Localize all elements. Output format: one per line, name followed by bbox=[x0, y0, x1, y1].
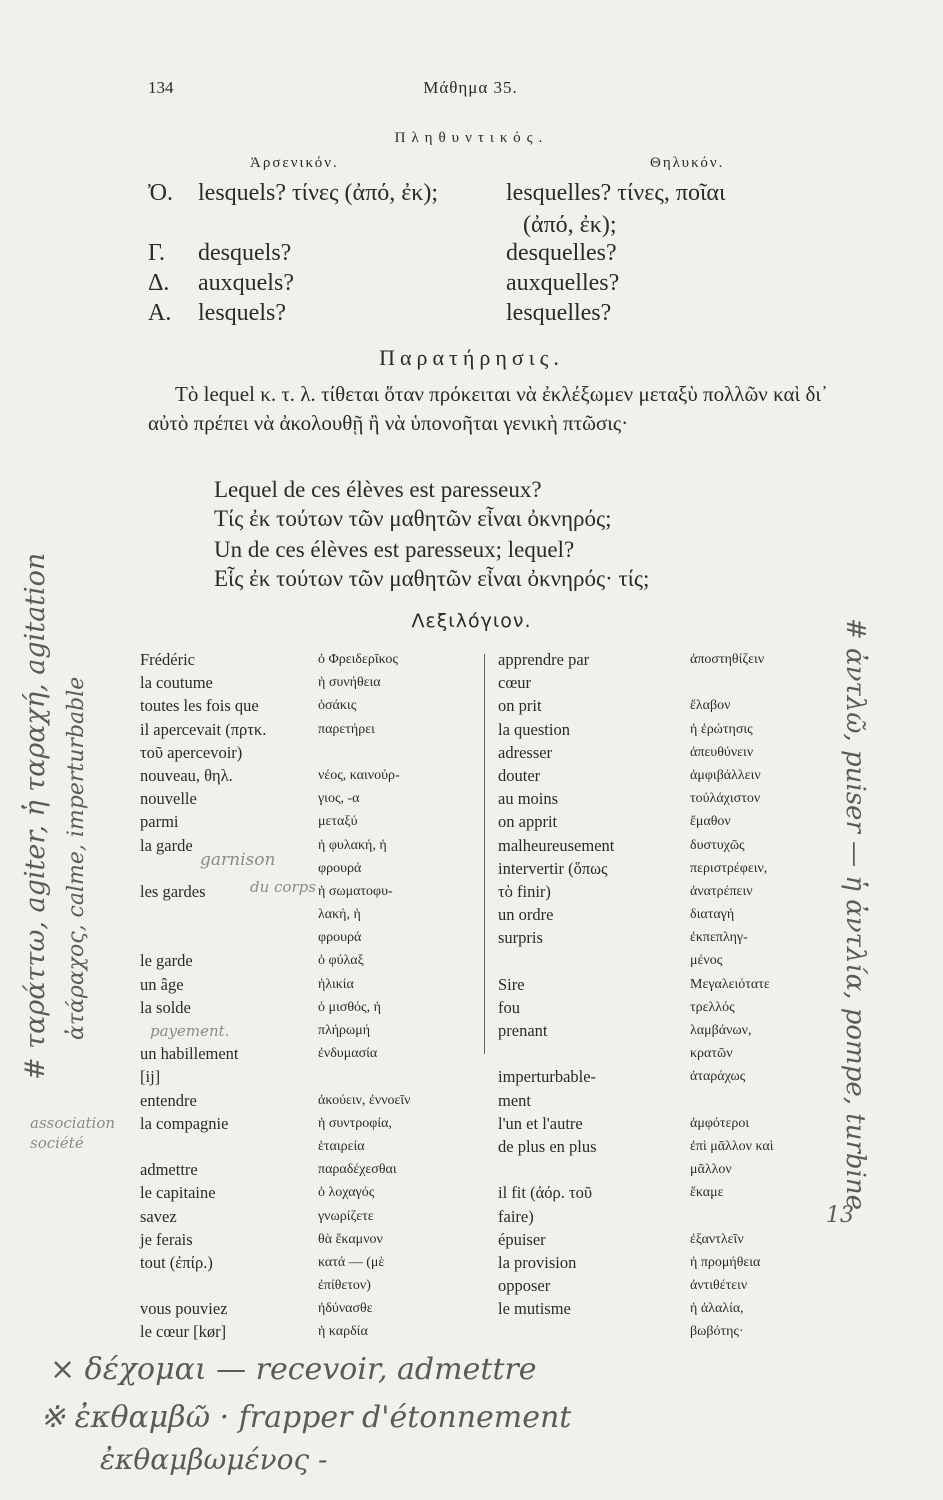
vocabulary-entry: ἐπὶ μᾶλλον καὶ bbox=[690, 1138, 774, 1154]
vocabulary-entry: la solde bbox=[140, 997, 191, 1017]
vocabulary-entry: ἔλαβον bbox=[690, 698, 731, 714]
page-number: 134 bbox=[148, 78, 174, 97]
vocabulary-entry: apprendre par bbox=[498, 650, 590, 669]
vocabulary-entry: μεταξύ bbox=[318, 814, 358, 830]
vocabulary-entry: parmi bbox=[140, 812, 179, 832]
vocabulary-entry: cœur bbox=[498, 673, 531, 693]
vocabulary-entry bbox=[140, 926, 266, 949]
vocabulary-entry: la garde bbox=[140, 835, 193, 855]
vocabulary-entry: nouveau, θηλ. bbox=[140, 765, 233, 785]
masculine-label: Ἀρσενικόν. bbox=[250, 155, 339, 171]
vocabulary-entry: épuiser bbox=[498, 1229, 546, 1249]
vocabulary-entry: ἡ καρδία bbox=[318, 1324, 368, 1340]
vocabulary-entry: ἀπευθύνειν bbox=[690, 744, 754, 760]
vocabulary-entry: savez bbox=[140, 1206, 177, 1226]
vocabulary-entry: le garde bbox=[140, 951, 193, 971]
vocabulary-entry: on apprit bbox=[498, 812, 558, 832]
vocabulary-entry: tout (ἐπίρ.) bbox=[140, 1252, 213, 1272]
vocabulary-entry: ἡ προμήθεια bbox=[690, 1254, 761, 1270]
example-sentence: Lequel de ces élèves est paresseux? bbox=[214, 477, 542, 502]
vocabulary-entry: τρελλός bbox=[690, 999, 735, 1015]
vocabulary-entry: θὰ ἔκαμνον bbox=[318, 1231, 383, 1247]
vocabulary-entry: on prit bbox=[498, 696, 542, 716]
example-sentence: Εἷς ἐκ τούτων τῶν μαθητῶν εἶναι ὀκνηρός· τίς; bbox=[214, 566, 650, 591]
vocabulary-entry: ἡλικία bbox=[318, 976, 354, 992]
feminine-form: desquelles? bbox=[506, 240, 617, 266]
masculine-form: lesquels? τίνες (ἀπό, ἐκ); bbox=[198, 180, 439, 206]
vocabulary-entry: adresser bbox=[498, 742, 553, 762]
vocabulary-entry: un habillement bbox=[140, 1044, 239, 1064]
case-label: Ὀ. bbox=[148, 180, 173, 206]
vocabulary-entry: ἡ φυλακή, ἡ bbox=[318, 837, 387, 853]
vocabulary-entry: douter bbox=[498, 765, 541, 785]
handwritten-bottom-note: ἐκθαμβωμένος - bbox=[100, 1443, 328, 1476]
feminine-form-continuation: (ἀπό, ἐκ); bbox=[523, 212, 617, 238]
vocabulary-entry: l'un et l'autre bbox=[498, 1113, 583, 1133]
vocabulary-entry: surpris bbox=[498, 928, 543, 948]
feminine-label: Θηλυκόν. bbox=[650, 155, 725, 171]
handwritten-note: 13 bbox=[826, 1203, 854, 1228]
vocabulary-entry bbox=[140, 1135, 266, 1158]
vocabulary-entry: διαταγή bbox=[690, 907, 735, 923]
vocabulary-entry: ἡ σωματοφυ- bbox=[318, 883, 393, 899]
vocabulary-entry: παραδέχεσθαι bbox=[318, 1162, 397, 1178]
vocabulary-entry: Frédéric bbox=[140, 650, 195, 669]
vocabulary-entry: φρουρά bbox=[318, 860, 362, 876]
vocabulary-entry: μένος bbox=[690, 953, 723, 969]
vocabulary-column-greek-left bbox=[318, 648, 411, 1344]
vocabulary-entry: ἐπίθετον) bbox=[318, 1278, 371, 1294]
handwritten-note: garnison bbox=[200, 850, 276, 870]
vocabulary-entry bbox=[140, 903, 266, 926]
vocabulary-entry: le capitaine bbox=[140, 1183, 216, 1203]
vocabulary-entry: ἀταράχως bbox=[690, 1069, 746, 1085]
vocabulary-entry: vous pouviez bbox=[140, 1299, 228, 1319]
masculine-form: lesquels? bbox=[198, 300, 286, 326]
vocabulary-entry bbox=[140, 1274, 266, 1297]
example-sentence: Τίς ἐκ τούτων τῶν μαθητῶν εἶναι ὀκνηρός; bbox=[214, 506, 612, 531]
vocabulary-column-french-left bbox=[140, 648, 266, 1344]
handwritten-margin-note: # ἀντλῶ, puiser — ἡ ἀντλία, pompe, turbine bbox=[840, 618, 870, 1210]
vocabulary-entry bbox=[498, 1320, 614, 1343]
vocabulary-entry: la compagnie bbox=[140, 1113, 229, 1133]
vocabulary-entry bbox=[318, 741, 411, 764]
lesson-title: Μάθημα 35. bbox=[423, 78, 518, 97]
vocabulary-entry: entendre bbox=[140, 1090, 197, 1110]
vocabulary-entry: φρουρά bbox=[318, 930, 362, 946]
vocabulary-entry bbox=[318, 1065, 411, 1088]
vocabulary-entry: un ordre bbox=[498, 905, 554, 925]
vocabulary-entry bbox=[498, 1042, 614, 1065]
vocabulary-heading: Λεξιλόγιον. bbox=[411, 610, 532, 632]
vocabulary-entry: opposer bbox=[498, 1276, 551, 1296]
vocabulary-entry: faire) bbox=[498, 1206, 534, 1226]
vocabulary-entry: ment bbox=[498, 1090, 531, 1110]
vocabulary-entry: δυστυχῶς bbox=[690, 837, 745, 853]
vocabulary-entry: ἐκπεπληγ- bbox=[690, 930, 748, 946]
vocabulary-entry: les gardes bbox=[140, 881, 206, 901]
vocabulary-entry: ὁ λοχαγός bbox=[318, 1185, 375, 1201]
vocabulary-entry: toutes les fois que bbox=[140, 696, 259, 716]
column-divider bbox=[484, 654, 485, 1054]
vocabulary-entry: τοῦ apercevoir) bbox=[140, 742, 243, 762]
vocabulary-entry: τοὐλάχιστον bbox=[690, 791, 761, 807]
vocabulary-column-greek-right bbox=[690, 648, 774, 1344]
vocabulary-entry: ἀμφότεροι bbox=[690, 1115, 750, 1131]
handwritten-bottom-note: ※ ἐκθαμβῶ · frapper d'étonnement bbox=[40, 1400, 572, 1435]
vocabulary-entry: ἀκούειν, ἐννοεῖν bbox=[318, 1092, 411, 1108]
vocabulary-entry: ὁσάκις bbox=[318, 698, 357, 714]
vocabulary-entry: ὁ φύλαξ bbox=[318, 953, 364, 969]
vocabulary-entry bbox=[498, 1158, 614, 1181]
case-label: Δ. bbox=[148, 270, 170, 296]
vocabulary-entry: ἔκαμε bbox=[690, 1185, 724, 1201]
vocabulary-entry: πλήρωμή bbox=[318, 1023, 371, 1038]
vocabulary-entry: νέος, καινούρ- bbox=[318, 767, 400, 783]
vocabulary-entry: ἡ συντροφία, bbox=[318, 1115, 392, 1131]
remark-text: Τὸ lequel κ. τ. λ. τίθεται ὅταν πρόκειται νὰ ἐκλέξωμεν μεταξὺ πολλῶν καὶ δι᾽ αὐτὸ πρέπει νὰ ἀκολουθῇ ἢ νὰ ὑπονοῆται γενικὴ πτῶσις· bbox=[148, 382, 828, 435]
handwritten-note: payement. bbox=[150, 1022, 230, 1040]
vocabulary-entry: la question bbox=[498, 719, 570, 739]
example-sentence: Un de ces élèves est paresseux; lequel? bbox=[214, 537, 575, 562]
vocabulary-entry: γιος, -α bbox=[318, 791, 360, 807]
vocabulary-entry: ἡ ἐρώτησις bbox=[690, 721, 753, 737]
vocabulary-entry: λακή, ἡ bbox=[318, 907, 361, 923]
handwritten-margin-note: # ταράττω, agiter, ἡ ταραχή, agitation bbox=[20, 552, 51, 1080]
vocabulary-entry: ἀμφιβάλλειν bbox=[690, 767, 761, 783]
vocabulary-entry: κατά — (μὲ bbox=[318, 1254, 385, 1270]
vocabulary-entry: ἀποστηθίζειν bbox=[690, 652, 765, 667]
vocabulary-entry: [ij] bbox=[140, 1067, 161, 1087]
vocabulary-entry: je ferais bbox=[140, 1229, 193, 1249]
vocabulary-entry: ἀνατρέπειν bbox=[690, 883, 753, 899]
feminine-form: auxquelles? bbox=[506, 270, 620, 296]
vocabulary-entry: βωβότης· bbox=[690, 1324, 744, 1340]
vocabulary-entry: la provision bbox=[498, 1252, 577, 1272]
page-header bbox=[148, 78, 793, 102]
feminine-form: lesquelles? bbox=[506, 300, 612, 326]
vocabulary-entry: ἀντιθέτειν bbox=[690, 1278, 748, 1294]
vocabulary-entry: fou bbox=[498, 997, 520, 1017]
vocabulary-entry: Μεγαλειότατε bbox=[690, 976, 770, 992]
handwritten-note: du corps bbox=[250, 878, 316, 896]
vocabulary-entry: un âge bbox=[140, 974, 184, 994]
vocabulary-entry bbox=[498, 949, 614, 972]
vocabulary-entry: κρατῶν bbox=[690, 1046, 733, 1062]
vocabulary-entry: malheureusement bbox=[498, 835, 615, 855]
masculine-form: auxquels? bbox=[198, 270, 294, 296]
vocabulary-entry: de plus en plus bbox=[498, 1136, 597, 1156]
vocabulary-entry: intervertir (ὅπως bbox=[498, 858, 608, 878]
vocabulary-entry: la coutume bbox=[140, 673, 213, 693]
handwritten-margin-note: ἀτάραχος, calme, imperturbable bbox=[64, 676, 89, 1040]
plural-heading: Πληθυντικός. bbox=[394, 130, 549, 146]
vocabulary-entry: prenant bbox=[498, 1021, 548, 1040]
vocabulary-entry: ἡ ἀλαλία, bbox=[690, 1301, 744, 1317]
vocabulary-entry: il fit (ἀόρ. τοῦ bbox=[498, 1183, 593, 1203]
vocabulary-entry: le mutisme bbox=[498, 1299, 571, 1319]
vocabulary-entry: ἔμαθον bbox=[690, 814, 731, 830]
vocabulary-entry: admettre bbox=[140, 1160, 198, 1180]
vocabulary-entry: nouvelle bbox=[140, 789, 197, 809]
vocabulary-entry: le cœur [kør] bbox=[140, 1322, 227, 1342]
vocabulary-entry: ἠδύνασθε bbox=[318, 1301, 373, 1317]
remark-heading: Παρατήρησις. bbox=[379, 345, 564, 370]
handwritten-note: association bbox=[30, 1114, 116, 1132]
vocabulary-entry: il apercevait (πρτκ. bbox=[140, 719, 267, 739]
vocabulary-entry: au moins bbox=[498, 789, 559, 809]
vocabulary-entry: Sire bbox=[498, 974, 525, 994]
masculine-form: desquels? bbox=[198, 240, 292, 266]
handwritten-note: société bbox=[30, 1134, 84, 1152]
vocabulary-entry: περιστρέφειν, bbox=[690, 860, 768, 876]
vocabulary-entry: λαμβάνων, bbox=[690, 1023, 752, 1038]
case-label: Γ. bbox=[148, 240, 165, 266]
vocabulary-entry: παρετήρει bbox=[318, 721, 375, 737]
vocabulary-entry: ὁ Φρειδερῖκος bbox=[318, 652, 398, 667]
vocabulary-entry: ἑταιρεία bbox=[318, 1138, 365, 1154]
vocabulary-entry: γνωρίζετε bbox=[318, 1208, 374, 1224]
vocabulary-entry: imperturbable- bbox=[498, 1067, 597, 1087]
vocabulary-entry: ἡ συνήθεια bbox=[318, 675, 381, 691]
vocabulary-entry: ἐξαντλεῖν bbox=[690, 1231, 744, 1247]
vocabulary-entry bbox=[690, 1205, 774, 1228]
vocabulary-entry: ἐνδυμασία bbox=[318, 1046, 378, 1062]
vocabulary-entry: ὁ μισθός, ἡ bbox=[318, 999, 381, 1015]
feminine-form: lesquelles? τίνες, ποῖαι bbox=[506, 180, 726, 206]
vocabulary-entry bbox=[690, 1089, 774, 1112]
handwritten-bottom-note: × δέχομαι — recevoir, admettre bbox=[50, 1352, 537, 1387]
vocabulary-column-french-right bbox=[498, 648, 614, 1344]
vocabulary-entry bbox=[690, 671, 774, 694]
case-label: Α. bbox=[148, 300, 172, 326]
vocabulary-entry: μᾶλλον bbox=[690, 1162, 732, 1178]
vocabulary-entry: τὸ finir) bbox=[498, 881, 551, 901]
